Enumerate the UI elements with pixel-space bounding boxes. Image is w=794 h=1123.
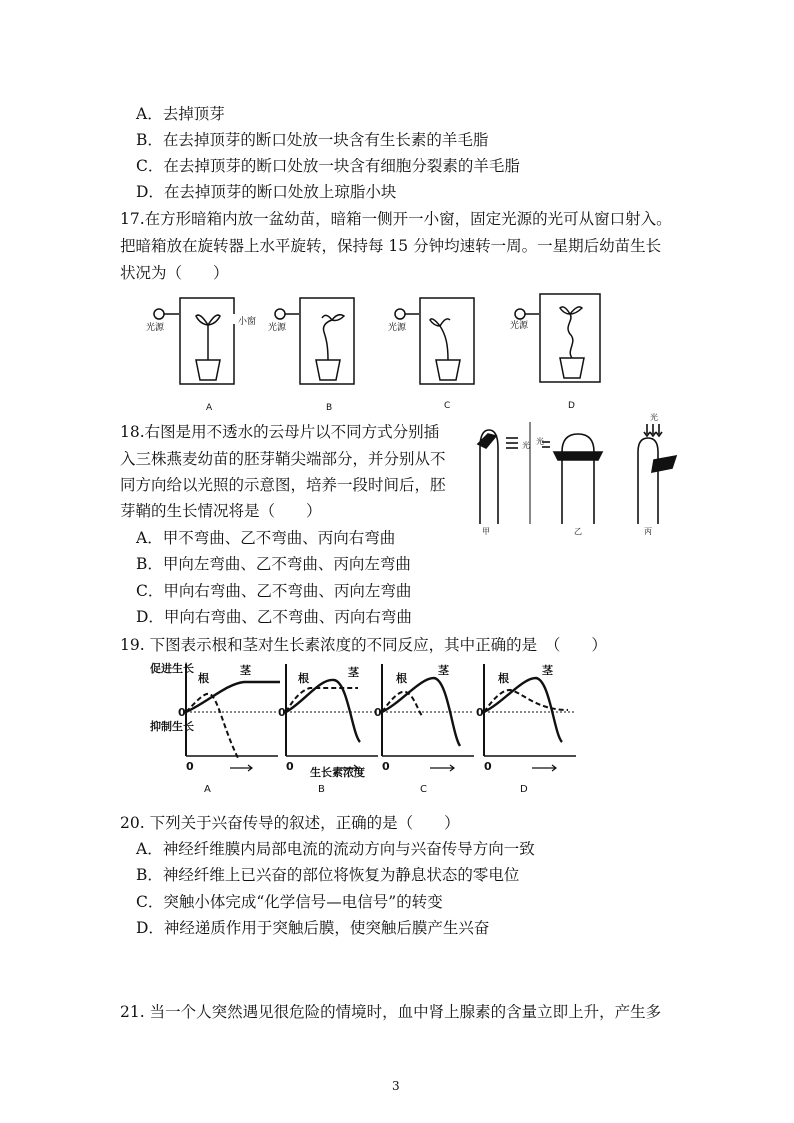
q18-panel-label-jia: 甲 (482, 527, 490, 536)
q20-option-c: C．突触小体完成“化学信号—电信号”的转变 (136, 893, 443, 911)
q19-root-label-c: 根 (396, 672, 407, 685)
q17-light-label-a: 光源 (146, 323, 165, 333)
q20-option-a: A．神经纤维膜内局部电流的流动方向与兴奋传导方向一致 (136, 840, 535, 858)
q20-option-b: B．神经纤维上已兴奋的部位将恢复为静息状态的零电位 (136, 866, 520, 884)
q17-line-1: 17.在方形暗箱内放一盆幼苗，暗箱一侧开一小窗，固定光源的光可从窗口射入。 (120, 210, 672, 228)
q19-zero-b: 0 (278, 706, 286, 719)
q17-line-2: 把暗箱放在旋转器上水平旋转，保持每 15 分钟均速转一周。一星期后幼苗生长 (120, 237, 662, 255)
q16-option-d: D．在去掉顶芽的断口处放上琼脂小块 (136, 183, 397, 201)
q17-light-label-d: 光源 (510, 321, 529, 331)
q17-panel-label-a: A (206, 403, 213, 413)
q17-figure (140, 290, 620, 415)
q18-option-c: C．甲向右弯曲、乙不弯曲、丙向左弯曲 (136, 582, 412, 600)
q17-window-label: 小窗 (238, 317, 257, 327)
q19-line: 19. 下图表示根和茎对生长素浓度的不同反应，其中正确的是 （ ） (120, 636, 607, 654)
q18-panel-label-bing: 丙 (644, 527, 652, 536)
q19-ylabel-promote-text: 促进生长 (150, 662, 194, 675)
q19-stem-label-b: 茎 (348, 666, 359, 679)
q19-root-label-a: 根 (198, 672, 209, 685)
q18-light-label-bing: 光 (650, 413, 658, 422)
q19-root-label-b: 根 (298, 672, 309, 685)
q18-option-d: D．甲向右弯曲、乙不弯曲、丙向右弯曲 (136, 608, 412, 626)
q17-panel-label-d: D (568, 401, 575, 411)
q18-line-3: 同方向给以光照的示意图，培养一段时间后，胚 (120, 476, 446, 494)
q19-origin-d: 0 (484, 760, 492, 773)
q18-panel-bing (638, 424, 676, 524)
q19-zero-c: 0 (374, 706, 382, 719)
q19-panel-label-c: C (420, 784, 427, 795)
q19-zero-d: 0 (476, 706, 484, 719)
q17-panel-b (275, 298, 354, 384)
q21-line: 21. 当一个人突然遇见很危险的情境时，血中肾上腺素的含量立即上升，产生多 (120, 1003, 662, 1021)
q18-panel-yi (542, 434, 602, 524)
q19-panel-label-a: A (204, 784, 211, 795)
q19-stem-label-a: 茎 (240, 664, 251, 677)
q19-panel-label-d: D (520, 784, 528, 795)
q18-light-label-jia: 光 (522, 441, 530, 450)
q19-ylabel-inhibit-text: 抑制生长 (150, 720, 194, 733)
q19-panel-label-b: B (318, 784, 325, 795)
q19-stem-label-c: 茎 (438, 664, 449, 677)
q19-ylabel-promote (150, 661, 194, 675)
q20-line: 20. 下列关于兴奋传导的叙述，正确的是（ ） (120, 814, 460, 832)
q17-panel-label-c: C (444, 401, 451, 411)
q19-ylabel-inhibit (150, 719, 194, 733)
q19-xlabel: 生长素浓度 (310, 766, 365, 779)
q17-light-label-b: 光源 (268, 323, 287, 333)
q17-line-3: 状况为（ ） (120, 264, 229, 282)
q18-figure (462, 412, 694, 537)
q18-line-1: 18.右图是用不透水的云母片以不同方式分别插 (120, 423, 440, 441)
q17-panel-a (154, 298, 234, 384)
q17-light-label-c: 光源 (388, 323, 407, 333)
q18-panel-label-yi: 乙 (574, 527, 582, 536)
q18-light-label-yi: 光 (536, 437, 544, 446)
q18-line-4: 芽鞘的生长情况将是（ ） (120, 502, 322, 520)
q17-panel-label-b: B (326, 403, 333, 413)
q19-stem-label-d: 茎 (542, 664, 553, 677)
q18-option-a: A．甲不弯曲、乙不弯曲、丙向右弯曲 (136, 529, 396, 547)
q19-root-label-d: 根 (498, 672, 509, 685)
q16-option-b: B．在去掉顶芽的断口处放一块含有生长素的羊毛脂 (136, 131, 489, 149)
q20-option-d: D．神经递质作用于突触后膜，使突触后膜产生兴奋 (136, 919, 490, 937)
q17-panel-d (515, 294, 600, 382)
q18-panel-jia (478, 422, 530, 524)
q16-option-c: C．在去掉顶芽的断口处放一块含有细胞分裂素的羊毛脂 (136, 157, 520, 175)
page-number: 3 (392, 1079, 400, 1093)
q16-option-a: A．去掉顶芽 (136, 105, 225, 123)
q19-origin-a: 0 (186, 760, 194, 773)
q18-option-b: B．甲向左弯曲、乙不弯曲、丙向左弯曲 (136, 555, 411, 573)
q19-origin-c: 0 (382, 760, 390, 773)
q17-panel-c (395, 298, 474, 384)
q18-line-2: 入三株燕麦幼苗的胚芽鞘尖端部分，并分别从不 (120, 450, 446, 468)
q19-origin-b: 0 (286, 760, 294, 773)
q19-figure (148, 658, 588, 798)
q19-zero-a: 0 (178, 706, 186, 719)
